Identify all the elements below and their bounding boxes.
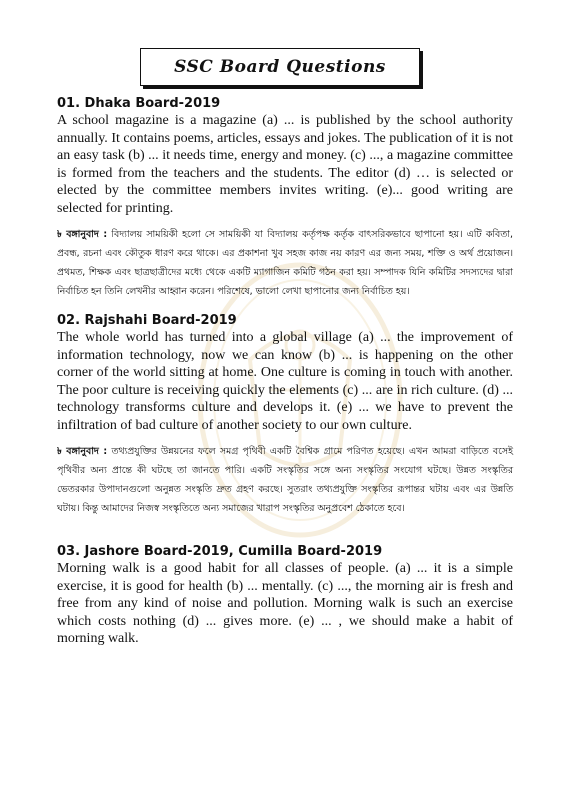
translation-label: ৳ বঙ্গানুবাদ :: [57, 445, 108, 457]
title-banner: [140, 48, 420, 86]
translation-label: ৳ বঙ্গানুবাদ :: [57, 228, 108, 240]
passage-text: Morning walk is a good habit for all classes of people. (a) ... it is a simple exercise, it is good for health (b) ... mentally. (c) ..., the morning air is fresh and free from any kind of noise and pollution. Morning walk is such an exercise which costs nothing (d) ... gives more. (e) ... , we should make a habit of morning walk.: [57, 561, 513, 647]
section-heading: 01. Dhaka Board-2019: [57, 96, 221, 111]
section-heading: 02. Rajshahi Board-2019: [57, 313, 237, 328]
translation-block: [57, 442, 513, 518]
translation-block: [57, 225, 513, 301]
section-jashore: [57, 544, 513, 648]
section-rajshahi: [57, 313, 513, 518]
section-heading: 03. Jashore Board-2019, Cumilla Board-2019: [57, 544, 383, 559]
translation-text: তথ্যপ্রযুক্তির উন্নয়নের ফলে সমগ্র পৃথিবী একটি বৈশ্বিক গ্রামে পরিণত হয়েছে। এখন আমরা বাড়িতে বসেই পৃথিবীর অন্য প্রান্তে কী ঘটছে তা জানতে পারি। একটি সংস্কৃতির সঙ্গে অন্য সংস্কৃতির সংযোগ ঘটছে। উন্নত সংস্কৃতির ভেতরকার উপাদানগুলো অনুন্নত সংস্কৃতি দ্রুত গ্রহণ করছে। সুতরাং তথ্যপ্রযুক্তি সংস্কৃতির রূপান্তর ঘটায় এবং এর উন্নতি ঘটায়। কিন্তু আমাদের নিজস্ব সংস্কৃতিতে অন্য সমাজের খারাপ সংস্কৃতির অনুপ্রবেশ ঠেকাতে হবে।: [57, 445, 513, 514]
translation-text: বিদ্যালয় সাময়িকী হলো সে সাময়িকী যা বিদ্যালয় কর্তৃপক্ষ কর্তৃক বাৎসরিকভাবে ছাপানো হয়। এটি কবিতা, প্রবন্ধ, রচনা এবং কৌতুক ধারণ করে থাকে। এর প্রকাশনা খুব সহজ কাজ নয় কারণ এর জন্য সময়, শক্তি ও অর্থ প্রয়োজন। প্রথমত, শিক্ষক এবং ছাত্রছাত্রীদের মধ্যে থেকে একটি ম্যাগাজিন কমিটি গঠন করা হয়। সম্পাদক যিনি কমিটির সদস্যদের দ্বারা নির্বাচিত হন তিনি লেখনীর আহ্বান করেন। পরিশেষে, ভালো লেখা ছাপানোর জন্য নির্বাচিত হয়।: [57, 228, 514, 297]
section-dhaka: [57, 96, 513, 301]
passage-text: The whole world has turned into a global village (a) ... the improvement of information technology, now we can know (b) ... is happening on the other corner of the world sitting at home. One culture is coming in touch with another. The poor culture is receiving quickly the elements (c) ... are in rich culture. (d) ... technology transforms culture and develops it. (e) ... we have to prevent the infiltration of bad culture of another society to our own culture.: [57, 330, 513, 433]
page-title: SSC Board Questions: [174, 57, 386, 77]
passage-text: A school magazine is a magazine (a) ... is published by the school authority annually. It contains poems, articles, essays and jokes. The publication of it is not an easy task (b) ... it needs time, energy and money. (c) ..., a magazine committee is formed from the teachers and the students. The editor (d) … is selected or elected by the committee members invites writing. (e)... good writing are selected for printing.: [57, 113, 513, 216]
